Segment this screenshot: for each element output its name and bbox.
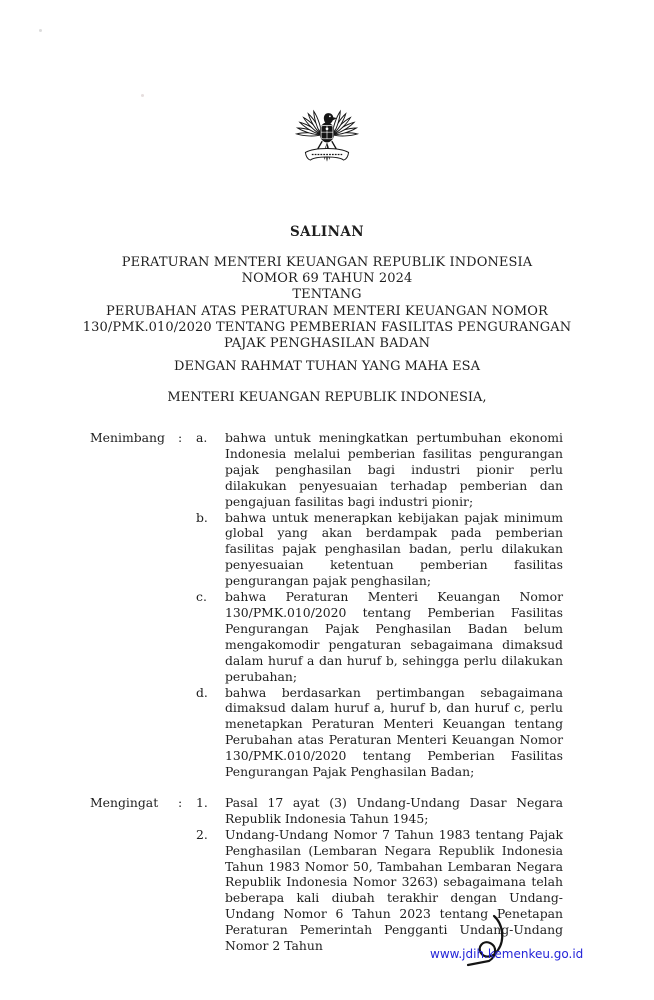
garuda-pancasila-icon [287, 94, 367, 174]
title-line-number: NOMOR 69 TAHUN 2024 [241, 271, 413, 287]
legal-basis-item-2: Undang-Undang Nomor 7 Tahun 1983 tentang Pajak Penghasilan (Lembaran Negara Republik Indonesia Tahun 1983 Nomor 50, Tambahan Lembaran Negara Republik Indonesia Nomor 3263) sebagaimana telah beberapa kali diubah terakhir dengan Undang-Undang Nomor 6 Tahun 2023 tentang Penetapan Peraturan Pemerintah Pengganti Undang-Undang Nomor 2 Tahun [225, 826, 563, 954]
consideration-item-d: bahwa berdasarkan pertimbangan sebagaimana dimaksud dalam huruf a, huruf b, dan huruf c, perlu menetapkan Peraturan Menteri Keuangan tentang Perubahan atas Peraturan Menteri Keuangan Nomor 130/PMK.010/2020 tentang Pemberian Fasilitas Pengurangan Pajak Penghasilan Badan; [225, 684, 563, 780]
section-menimbang [90, 430, 563, 780]
regulation-title [0, 255, 654, 352]
salinan-stamp-label: SALINAN [290, 224, 364, 240]
list-marker-d: d. [196, 684, 208, 700]
list-marker-1: 1. [196, 794, 208, 810]
legal-basis-item-1: Pasal 17 ayat (3) Undang-Undang Dasar Negara Republik Indonesia Tahun 1945; [225, 794, 563, 826]
section-colon: : [178, 794, 183, 810]
consideration-item-c: bahwa Peraturan Menteri Keuangan Nomor 130/PMK.010/2020 tentang Pemberian Fasilitas Pengurangan Pajak Penghasilan Badan belum mengakomodir pengaturan sebagaimana dimaksud dalam huruf a dan huruf b, sehingga perlu dilakukan perubahan; [225, 589, 563, 684]
section-colon: : [178, 430, 183, 445]
scan-artifact-dot [39, 29, 42, 32]
scan-artifact-dot [141, 94, 144, 97]
title-line-subject-3: PAJAK PENGHASILAN BADAN [223, 336, 431, 352]
consideration-item-a: bahwa untuk meningkatkan pertumbuhan ekonomi Indonesia melalui pemberian fasilitas pengurangan pajak penghasilan bagi industri pionir perlu dilakukan penyesuaian terhadap pemberian dan pengajuan fasilitas bagi industri pionir; [225, 430, 563, 509]
list-marker-b: b. [196, 509, 208, 525]
title-line-regulation: PERATURAN MENTERI KEUANGAN REPUBLIK INDONESIA [121, 255, 533, 270]
authority-line: MENTERI KEUANGAN REPUBLIK INDONESIA, [167, 390, 487, 406]
list-marker-a: a. [196, 430, 208, 445]
list-marker-2: 2. [196, 826, 208, 842]
consideration-item-b: bahwa untuk menerapkan kebijakan pajak minimum global yang akan berdampak pada pemberian fasilitas pajak penghasilan badan, perlu dilakukan penyesuaian ketentuan pemberian fasilitas pengurangan pajak penghasilan; [225, 509, 563, 589]
section-label-mengingat: Mengingat [90, 794, 159, 810]
invocation-line: DENGAN RAHMAT TUHAN YANG MAHA ESA [174, 359, 480, 375]
title-line-subject-1: PERUBAHAN ATAS PERATURAN MENTERI KEUANGAN NOMOR [106, 303, 548, 319]
section-label-menimbang: Menimbang [90, 430, 165, 445]
list-marker-c: c. [196, 589, 207, 605]
title-line-subject-2: 130/PMK.010/2020 TENTANG PEMBERIAN FASILITAS PENGURANGAN [82, 319, 572, 335]
title-line-tentang: TENTANG [292, 287, 362, 303]
document-body [90, 430, 563, 954]
jdih-footer-link[interactable]: www.jdih.kemenkeu.go.id [430, 947, 584, 961]
